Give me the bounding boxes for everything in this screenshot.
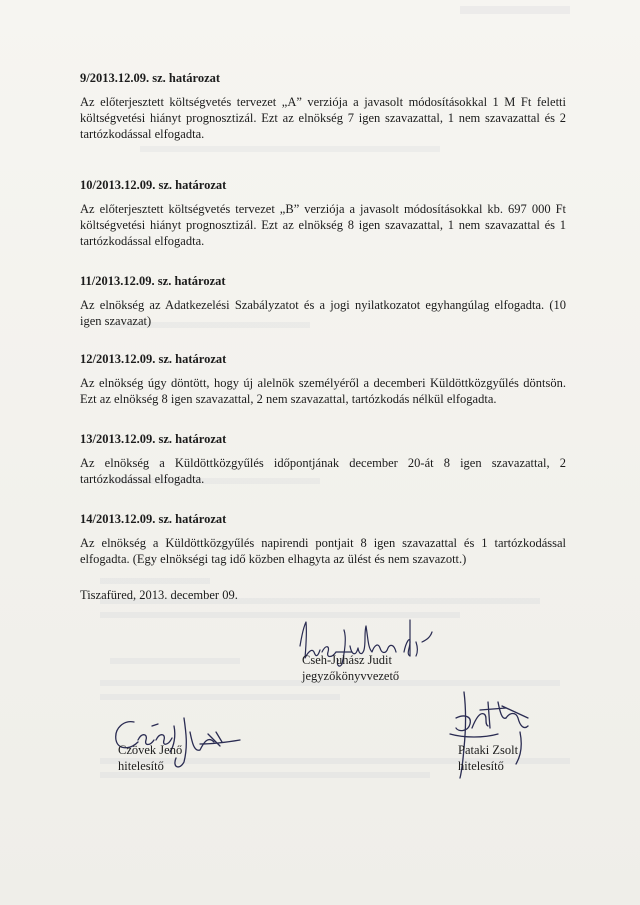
- bleed-through-line: [140, 146, 440, 152]
- signer-verifier-right: [458, 742, 518, 774]
- signer-name: Cseh-Juhász Judit: [302, 653, 392, 667]
- bleed-through-line: [460, 6, 570, 14]
- signer-role: hitelesítő: [458, 759, 504, 773]
- place-and-date: Tiszafüred, 2013. december 09.: [80, 588, 238, 602]
- signer-recorder: [302, 652, 399, 684]
- signer-verifier-left: [118, 742, 182, 774]
- decision-text: Az előterjesztett költségvetés tervezet „A” verziója a javasolt módosításokkal 1 M Ft feletti költségvetési hiányt prognosztizál. Ezt az elnökség 7 igen szavazattal, 1 nem szavazattal és 2 tartózkodással elfogadta.: [80, 95, 566, 141]
- bleed-through-line: [100, 578, 210, 584]
- bleed-through-line: [100, 694, 340, 700]
- decision-text: Az elnökség a Küldöttközgyűlés időpontjának december 20-át 8 igen szavazattal, 2 tartózkodással elfogadta.: [80, 456, 566, 486]
- decision-text: Az elnökség az Adatkezelési Szabályzatot és a jogi nyilatkozatot egyhangúlag elfogadta. (10 igen szavazat): [80, 298, 566, 328]
- decision-14: [80, 512, 566, 567]
- decision-text: Az előterjesztett költségvetés tervezet „B” verziója a javasolt módosításokkal kb. 697 000 Ft költségvetési hiányt prognosztizál. Ezt az elnökség 8 igen szavazattal, 1 nem szavazattal és 1 tartózkodással elfogadta.: [80, 202, 566, 248]
- decision-title: 10/2013.12.09. sz. határozat: [80, 178, 227, 192]
- decision-10: [80, 178, 566, 249]
- decision-title: 12/2013.12.09. sz. határozat: [80, 352, 227, 366]
- decision-13: [80, 432, 566, 487]
- decision-12: [80, 352, 566, 407]
- decision-title: 11/2013.12.09. sz. határozat: [80, 274, 226, 288]
- signer-name: Pataki Zsolt: [458, 743, 519, 757]
- signer-role: jegyzőkönyvvezető: [302, 669, 400, 683]
- decision-title: 9/2013.12.09. sz. határozat: [80, 71, 221, 85]
- decision-text: Az elnökség a Küldöttközgyűlés napirendi pontjait 8 igen szavazattal és 1 tartózkodással elfogadta. (Egy elnökségi tag idő közben elhagyta az ülést és nem szavazott.): [80, 536, 566, 566]
- bleed-through-line: [110, 658, 240, 664]
- decision-text: Az elnökség úgy döntött, hogy új alelnök személyéről a decemberi Küldöttközgyűlés döntsön. Ezt az elnökség 8 igen szavazattal, 2 nem szavazattal, tartózkodás nélkül elfogadta.: [80, 376, 566, 406]
- decision-title: 13/2013.12.09. sz. határozat: [80, 432, 227, 446]
- decision-9: [80, 71, 566, 142]
- signer-name: Czövek Jenő: [118, 743, 183, 757]
- signer-role: hitelesítő: [118, 759, 164, 773]
- decision-title: 14/2013.12.09. sz. határozat: [80, 512, 227, 526]
- decision-11: [80, 274, 566, 329]
